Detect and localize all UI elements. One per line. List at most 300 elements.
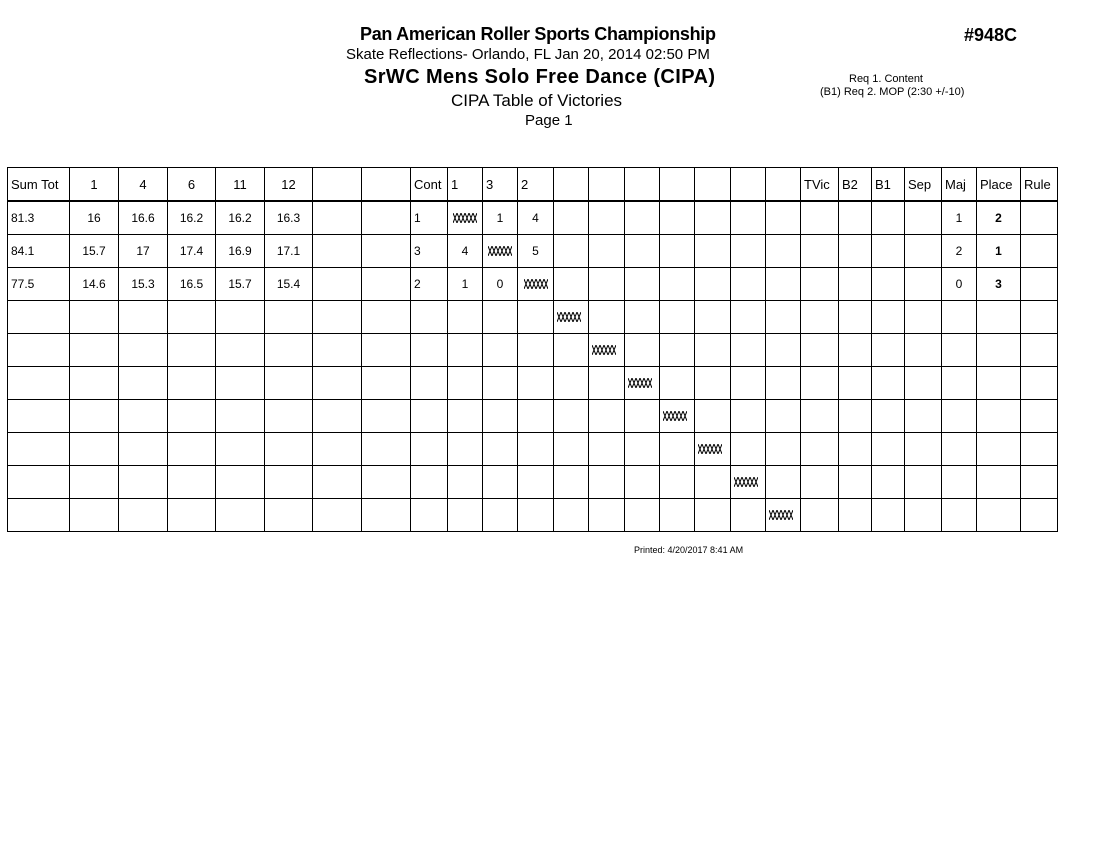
table-cell bbox=[119, 367, 168, 400]
table-cell bbox=[905, 301, 942, 334]
table-cell bbox=[801, 235, 839, 268]
table-row bbox=[8, 268, 1058, 301]
table-header-row bbox=[8, 168, 1058, 202]
table-cell bbox=[8, 433, 70, 466]
table-cell bbox=[362, 268, 411, 301]
table-cell bbox=[625, 499, 660, 532]
table-cell bbox=[872, 201, 905, 235]
table-cell bbox=[168, 466, 216, 499]
table-cell bbox=[589, 301, 625, 334]
table-cell bbox=[905, 334, 942, 367]
table-cell bbox=[554, 334, 589, 367]
table-cell bbox=[660, 301, 695, 334]
table-cell bbox=[801, 433, 839, 466]
table-cell bbox=[448, 301, 483, 334]
table-cell bbox=[518, 499, 554, 532]
table-cell bbox=[70, 367, 119, 400]
table-cell bbox=[660, 334, 695, 367]
table-cell bbox=[411, 367, 448, 400]
table-cell bbox=[660, 433, 695, 466]
table-cell bbox=[660, 499, 695, 532]
table-cell bbox=[942, 433, 977, 466]
table-cell: 16 bbox=[70, 201, 119, 235]
column-header: Rule bbox=[1021, 168, 1058, 202]
column-header: 3 bbox=[483, 168, 518, 202]
table-cell bbox=[905, 367, 942, 400]
table-cell bbox=[411, 499, 448, 532]
table-cell bbox=[625, 367, 660, 400]
table-cell bbox=[554, 235, 589, 268]
place-cell: 3 bbox=[977, 268, 1021, 301]
table-cell bbox=[695, 466, 731, 499]
table-cell: 81.3 bbox=[8, 201, 70, 235]
place-cell bbox=[977, 499, 1021, 532]
table-cell bbox=[766, 334, 801, 367]
table-cell bbox=[265, 334, 313, 367]
championship-title: Pan American Roller Sports Championship bbox=[360, 24, 716, 44]
printed-timestamp: Printed: 4/20/2017 8:41 AM bbox=[634, 545, 744, 555]
table-cell: 1 bbox=[448, 268, 483, 301]
table-cell bbox=[216, 433, 265, 466]
table-cell: 1 bbox=[483, 201, 518, 235]
table-cell bbox=[766, 367, 801, 400]
table-cell bbox=[313, 301, 362, 334]
table-cell bbox=[313, 367, 362, 400]
table-cell bbox=[168, 433, 216, 466]
table-cell bbox=[660, 367, 695, 400]
table-cell bbox=[448, 334, 483, 367]
column-header bbox=[695, 168, 731, 202]
table-title: CIPA Table of Victories bbox=[451, 91, 623, 110]
table-cell bbox=[625, 201, 660, 235]
table-cell bbox=[554, 201, 589, 235]
table-cell bbox=[872, 334, 905, 367]
xxx-mark-icon bbox=[663, 411, 687, 421]
table-cell: 16.2 bbox=[216, 201, 265, 235]
event-name: SrWC Mens Solo Free Dance (CIPA) bbox=[364, 66, 716, 88]
table-cell bbox=[216, 466, 265, 499]
table-cell bbox=[483, 433, 518, 466]
table-cell bbox=[589, 400, 625, 433]
table-cell bbox=[942, 367, 977, 400]
table-cell bbox=[265, 433, 313, 466]
table-cell bbox=[313, 466, 362, 499]
table-cell: 0 bbox=[483, 268, 518, 301]
table-cell bbox=[695, 201, 731, 235]
table-cell: 16.3 bbox=[265, 201, 313, 235]
xxx-mark-icon bbox=[628, 378, 652, 388]
column-header: 1 bbox=[70, 168, 119, 202]
table-cell bbox=[839, 466, 872, 499]
table-cell bbox=[589, 367, 625, 400]
table-cell bbox=[695, 334, 731, 367]
table-cell bbox=[695, 301, 731, 334]
column-header: 6 bbox=[168, 168, 216, 202]
table-cell bbox=[905, 466, 942, 499]
table-row bbox=[8, 433, 1058, 466]
table-cell bbox=[766, 268, 801, 301]
place-cell bbox=[977, 301, 1021, 334]
column-header bbox=[362, 168, 411, 202]
table-cell bbox=[554, 433, 589, 466]
table-cell bbox=[905, 499, 942, 532]
table-cell bbox=[801, 367, 839, 400]
column-header bbox=[589, 168, 625, 202]
requirement-2: (B1) Req 2. MOP (2:30 +/-10) bbox=[820, 86, 965, 98]
table-cell bbox=[731, 466, 766, 499]
table-cell bbox=[265, 499, 313, 532]
table-cell bbox=[70, 499, 119, 532]
table-cell bbox=[625, 334, 660, 367]
table-cell bbox=[313, 268, 362, 301]
table-cell bbox=[411, 433, 448, 466]
table-cell bbox=[1021, 367, 1058, 400]
table-cell: 1 bbox=[942, 201, 977, 235]
table-cell: 15.7 bbox=[70, 235, 119, 268]
table-cell bbox=[411, 334, 448, 367]
table-cell bbox=[313, 400, 362, 433]
table-cell bbox=[695, 367, 731, 400]
table-cell: 2 bbox=[411, 268, 448, 301]
table-cell bbox=[8, 499, 70, 532]
table-cell bbox=[8, 466, 70, 499]
table-cell bbox=[265, 466, 313, 499]
table-cell bbox=[766, 400, 801, 433]
table-cell bbox=[839, 499, 872, 532]
table-cell bbox=[518, 301, 554, 334]
table-row bbox=[8, 334, 1058, 367]
column-header: 1 bbox=[448, 168, 483, 202]
table-cell bbox=[1021, 400, 1058, 433]
table-cell bbox=[625, 268, 660, 301]
table-cell bbox=[731, 499, 766, 532]
table-cell: 77.5 bbox=[8, 268, 70, 301]
table-cell bbox=[1021, 235, 1058, 268]
table-cell bbox=[483, 367, 518, 400]
xxx-mark-icon bbox=[734, 477, 758, 487]
table-cell bbox=[872, 268, 905, 301]
table-cell bbox=[518, 433, 554, 466]
table-cell bbox=[731, 201, 766, 235]
table-cell: 5 bbox=[518, 235, 554, 268]
table-cell bbox=[801, 201, 839, 235]
table-row bbox=[8, 235, 1058, 268]
table-cell bbox=[942, 400, 977, 433]
table-cell bbox=[695, 268, 731, 301]
table-cell bbox=[216, 334, 265, 367]
table-cell bbox=[8, 334, 70, 367]
table-cell bbox=[731, 400, 766, 433]
table-cell bbox=[362, 367, 411, 400]
table-cell bbox=[1021, 334, 1058, 367]
table-cell bbox=[168, 301, 216, 334]
table-cell: 0 bbox=[942, 268, 977, 301]
table-cell bbox=[411, 400, 448, 433]
table-cell bbox=[1021, 268, 1058, 301]
table-cell bbox=[839, 367, 872, 400]
column-header: 4 bbox=[119, 168, 168, 202]
table-cell bbox=[362, 201, 411, 235]
table-cell bbox=[625, 301, 660, 334]
table-cell bbox=[660, 466, 695, 499]
column-header bbox=[625, 168, 660, 202]
table-cell bbox=[554, 301, 589, 334]
table-cell: 84.1 bbox=[8, 235, 70, 268]
table-cell bbox=[801, 301, 839, 334]
table-cell bbox=[70, 466, 119, 499]
table-cell: 17.4 bbox=[168, 235, 216, 268]
table-cell bbox=[518, 334, 554, 367]
table-cell: 15.7 bbox=[216, 268, 265, 301]
table-cell bbox=[119, 301, 168, 334]
table-cell bbox=[589, 334, 625, 367]
table-cell bbox=[483, 334, 518, 367]
column-header: 12 bbox=[265, 168, 313, 202]
table-cell bbox=[839, 268, 872, 301]
table-cell: 15.3 bbox=[119, 268, 168, 301]
table-cell bbox=[905, 268, 942, 301]
table-cell bbox=[362, 400, 411, 433]
table-cell bbox=[942, 334, 977, 367]
table-cell bbox=[660, 400, 695, 433]
table-cell bbox=[448, 400, 483, 433]
column-header: 2 bbox=[518, 168, 554, 202]
table-row bbox=[8, 400, 1058, 433]
table-cell bbox=[839, 334, 872, 367]
table-cell bbox=[839, 201, 872, 235]
table-cell bbox=[362, 466, 411, 499]
xxx-mark-icon bbox=[557, 312, 581, 322]
table-cell bbox=[839, 235, 872, 268]
table-cell bbox=[216, 499, 265, 532]
table-cell bbox=[942, 301, 977, 334]
table-cell bbox=[872, 466, 905, 499]
table-cell bbox=[625, 466, 660, 499]
column-header bbox=[554, 168, 589, 202]
table-cell bbox=[625, 433, 660, 466]
table-cell bbox=[216, 301, 265, 334]
table-cell bbox=[1021, 433, 1058, 466]
xxx-mark-icon bbox=[769, 510, 793, 520]
table-cell bbox=[265, 367, 313, 400]
xxx-mark-icon bbox=[524, 279, 548, 289]
table-cell bbox=[731, 334, 766, 367]
xxx-mark-icon bbox=[453, 213, 477, 223]
column-header bbox=[766, 168, 801, 202]
table-cell bbox=[362, 499, 411, 532]
table-cell bbox=[625, 400, 660, 433]
table-cell bbox=[1021, 201, 1058, 235]
place-cell bbox=[977, 433, 1021, 466]
table-cell bbox=[483, 400, 518, 433]
table-cell bbox=[872, 367, 905, 400]
table-cell bbox=[483, 235, 518, 268]
column-header: B1 bbox=[872, 168, 905, 202]
table-cell bbox=[8, 367, 70, 400]
table-cell bbox=[411, 466, 448, 499]
requirement-1: Req 1. Content bbox=[849, 73, 923, 85]
column-header: Sep bbox=[905, 168, 942, 202]
column-header: Maj bbox=[942, 168, 977, 202]
table-cell bbox=[362, 433, 411, 466]
table-row bbox=[8, 201, 1058, 235]
table-cell bbox=[589, 499, 625, 532]
table-cell bbox=[362, 235, 411, 268]
table-cell bbox=[518, 466, 554, 499]
place-cell bbox=[977, 334, 1021, 367]
table-cell bbox=[905, 433, 942, 466]
table-cell bbox=[839, 433, 872, 466]
table-cell bbox=[265, 301, 313, 334]
table-cell bbox=[448, 201, 483, 235]
table-row bbox=[8, 466, 1058, 499]
column-header bbox=[660, 168, 695, 202]
table-cell bbox=[872, 499, 905, 532]
table-cell bbox=[448, 466, 483, 499]
table-cell bbox=[411, 301, 448, 334]
table-cell bbox=[872, 400, 905, 433]
column-header bbox=[731, 168, 766, 202]
table-row bbox=[8, 499, 1058, 532]
place-cell: 1 bbox=[977, 235, 1021, 268]
page-number: Page 1 bbox=[525, 112, 573, 129]
table-cell bbox=[695, 235, 731, 268]
table-cell: 16.6 bbox=[119, 201, 168, 235]
table-cell bbox=[801, 400, 839, 433]
table-cell bbox=[8, 400, 70, 433]
table-cell bbox=[905, 400, 942, 433]
table-cell bbox=[731, 301, 766, 334]
table-cell: 16.2 bbox=[168, 201, 216, 235]
table-cell bbox=[731, 433, 766, 466]
location-datetime: Skate Reflections- Orlando, FL Jan 20, 2014 02:50 PM bbox=[346, 46, 710, 63]
table-cell bbox=[872, 433, 905, 466]
table-cell bbox=[70, 334, 119, 367]
table-cell bbox=[554, 400, 589, 433]
table-cell bbox=[216, 367, 265, 400]
place-cell: 2 bbox=[977, 201, 1021, 235]
table-cell bbox=[483, 301, 518, 334]
table-cell bbox=[168, 334, 216, 367]
table-cell bbox=[313, 235, 362, 268]
table-cell: 17 bbox=[119, 235, 168, 268]
table-cell bbox=[483, 499, 518, 532]
table-cell bbox=[554, 367, 589, 400]
table-cell bbox=[766, 301, 801, 334]
xxx-mark-icon bbox=[488, 246, 512, 256]
table-cell bbox=[589, 201, 625, 235]
table-cell bbox=[660, 201, 695, 235]
table-cell bbox=[313, 201, 362, 235]
table-cell bbox=[119, 466, 168, 499]
table-cell bbox=[70, 301, 119, 334]
table-cell bbox=[625, 235, 660, 268]
table-cell: 16.9 bbox=[216, 235, 265, 268]
table-cell bbox=[119, 334, 168, 367]
table-cell bbox=[801, 499, 839, 532]
table-row bbox=[8, 367, 1058, 400]
column-header: TVic bbox=[801, 168, 839, 202]
table-cell bbox=[839, 400, 872, 433]
table-cell bbox=[1021, 499, 1058, 532]
table-cell bbox=[766, 499, 801, 532]
table-cell bbox=[168, 367, 216, 400]
column-header: Cont bbox=[411, 168, 448, 202]
column-header bbox=[313, 168, 362, 202]
table-cell bbox=[589, 268, 625, 301]
table-cell: 1 bbox=[411, 201, 448, 235]
table-cell bbox=[1021, 466, 1058, 499]
table-cell bbox=[801, 466, 839, 499]
table-cell bbox=[905, 201, 942, 235]
table-cell bbox=[265, 400, 313, 433]
table-cell bbox=[168, 400, 216, 433]
place-cell bbox=[977, 367, 1021, 400]
table-cell bbox=[448, 499, 483, 532]
table-cell: 16.5 bbox=[168, 268, 216, 301]
table-cell bbox=[554, 466, 589, 499]
table-cell bbox=[766, 466, 801, 499]
table-cell bbox=[660, 268, 695, 301]
xxx-mark-icon bbox=[592, 345, 616, 355]
table-cell: 14.6 bbox=[70, 268, 119, 301]
table-cell bbox=[731, 235, 766, 268]
table-cell bbox=[483, 466, 518, 499]
table-cell bbox=[448, 367, 483, 400]
table-cell: 15.4 bbox=[265, 268, 313, 301]
place-cell bbox=[977, 466, 1021, 499]
table-cell: 3 bbox=[411, 235, 448, 268]
table-cell bbox=[695, 499, 731, 532]
table-cell bbox=[313, 499, 362, 532]
table-cell bbox=[839, 301, 872, 334]
table-cell bbox=[589, 433, 625, 466]
table-cell bbox=[362, 334, 411, 367]
table-cell bbox=[554, 268, 589, 301]
table-cell bbox=[554, 499, 589, 532]
table-cell bbox=[216, 400, 265, 433]
table-cell bbox=[70, 433, 119, 466]
column-header: 11 bbox=[216, 168, 265, 202]
table-cell bbox=[942, 466, 977, 499]
table-cell bbox=[362, 301, 411, 334]
table-cell bbox=[1021, 301, 1058, 334]
table-cell bbox=[801, 268, 839, 301]
table-row bbox=[8, 301, 1058, 334]
table-cell bbox=[518, 367, 554, 400]
victories-table bbox=[7, 167, 1058, 532]
table-cell bbox=[119, 499, 168, 532]
table-cell bbox=[695, 433, 731, 466]
table-cell bbox=[119, 433, 168, 466]
table-cell bbox=[119, 400, 168, 433]
xxx-mark-icon bbox=[698, 444, 722, 454]
table-cell bbox=[766, 201, 801, 235]
table-cell: 2 bbox=[942, 235, 977, 268]
table-cell bbox=[70, 400, 119, 433]
table-cell bbox=[448, 433, 483, 466]
table-cell bbox=[942, 499, 977, 532]
table-cell bbox=[731, 367, 766, 400]
column-header: Place bbox=[977, 168, 1021, 202]
table-cell bbox=[872, 235, 905, 268]
table-cell bbox=[766, 433, 801, 466]
column-header: Sum Tot bbox=[8, 168, 70, 202]
table-cell bbox=[313, 334, 362, 367]
table-cell bbox=[731, 268, 766, 301]
table-cell bbox=[660, 235, 695, 268]
table-cell bbox=[695, 400, 731, 433]
